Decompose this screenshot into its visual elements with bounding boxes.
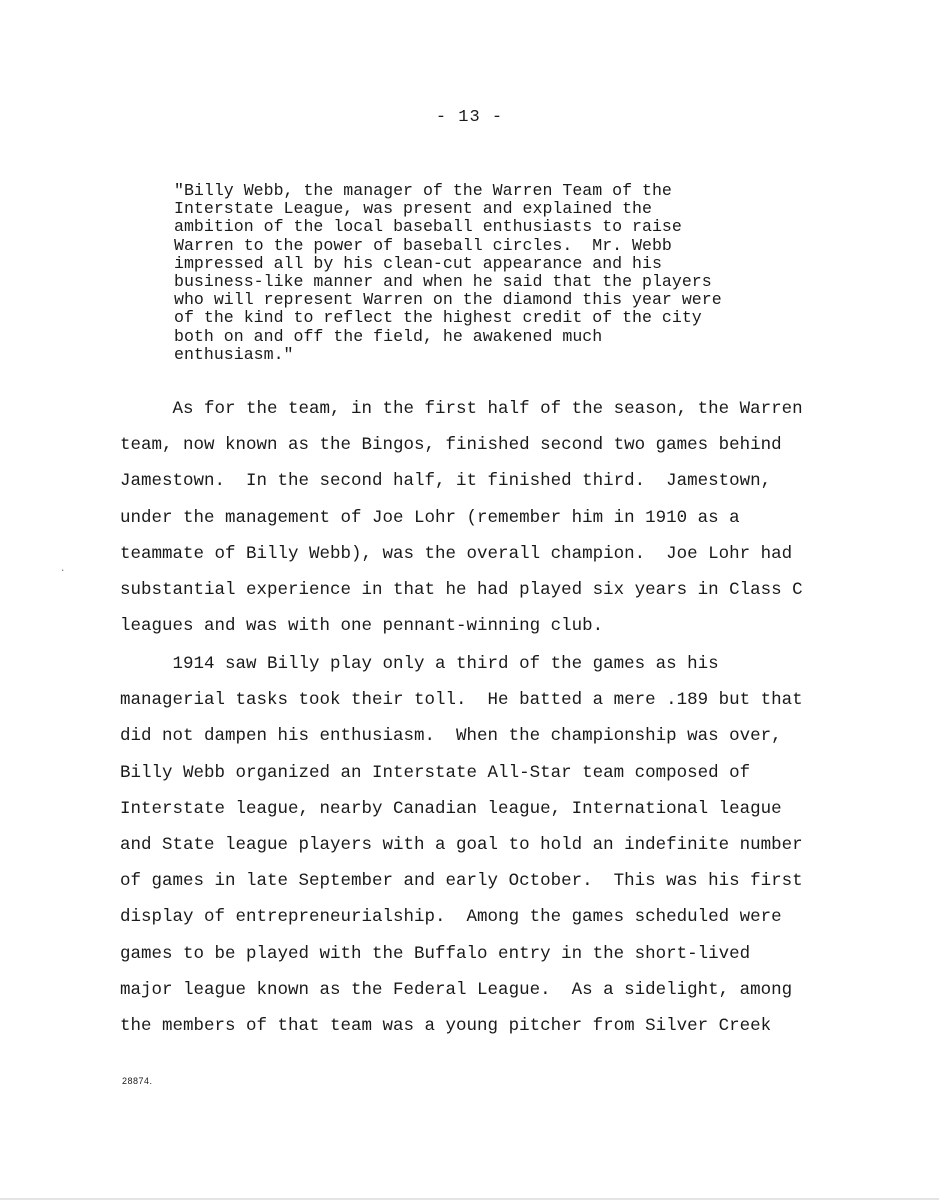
text-line: Billy Webb organized an Interstate All-Star team composed of [120,762,751,783]
quote-line: Interstate League, was present and explained the [174,199,652,219]
text-line: leagues and was with one pennant-winning club. [120,616,604,637]
text-line: the members of that team was a young pitcher from Silver Creek [120,1016,772,1037]
text-line: teammate of Billy Webb), was the overall champion. Joe Lohr had [120,543,793,564]
text-line: substantial experience in that he had played six years in Class C [120,580,803,601]
margin-mark: · [60,566,66,576]
text-line: Interstate league, nearby Canadian league, International league [120,798,782,819]
text-line: did not dampen his enthusiasm. When the championship was over, [120,726,782,747]
text-line: of games in late September and early October. This was his first [120,871,803,892]
quote-line: Warren to the power of baseball circles. Mr. Webb [174,235,672,255]
scan-edge-line [0,1198,939,1200]
quote-line: impressed all by his clean-cut appearance and his [174,253,662,273]
quote-line: enthusiasm." [174,344,294,364]
text-line: As for the team, in the first half of the season, the Warren [120,399,803,419]
text-line: managerial tasks took their toll. He batted a mere .189 but that [120,690,803,711]
text-line: display of entrepreneurialship. Among the games scheduled were [120,907,782,928]
text-line: and State league players with a goal to hold an indefinite number [120,835,803,856]
block-quote [174,182,814,364]
quote-line: both on and off the field, he awakened much [174,326,603,346]
quote-line: business-like manner and when he said that the players [174,272,712,292]
paragraph-2 [120,646,860,1044]
text-line: team, now known as the Bingos, finished second two games behind [120,435,782,456]
text-line: Jamestown. In the second half, it finished third. Jamestown, [120,471,772,492]
text-line: 1914 saw Billy play only a third of the games as his [120,654,719,674]
text-line: under the management of Joe Lohr (remember him in 1910 as a [120,507,740,528]
quote-line: "Billy Webb, the manager of the Warren Team of the [174,181,672,200]
page-number: - 13 - [435,108,504,127]
text-line: major league known as the Federal League. As a sidelight, among [120,979,793,1000]
quote-line: of the kind to reflect the highest credit of the city [174,308,702,328]
text-line: games to be played with the Buffalo entry in the short-lived [120,943,751,964]
footer-code: 28874. [122,1076,153,1086]
quote-line: who will represent Warren on the diamond this year were [174,290,722,310]
quote-line: ambition of the local baseball enthusiasts to raise [174,217,682,237]
paragraph-1 [120,391,860,644]
